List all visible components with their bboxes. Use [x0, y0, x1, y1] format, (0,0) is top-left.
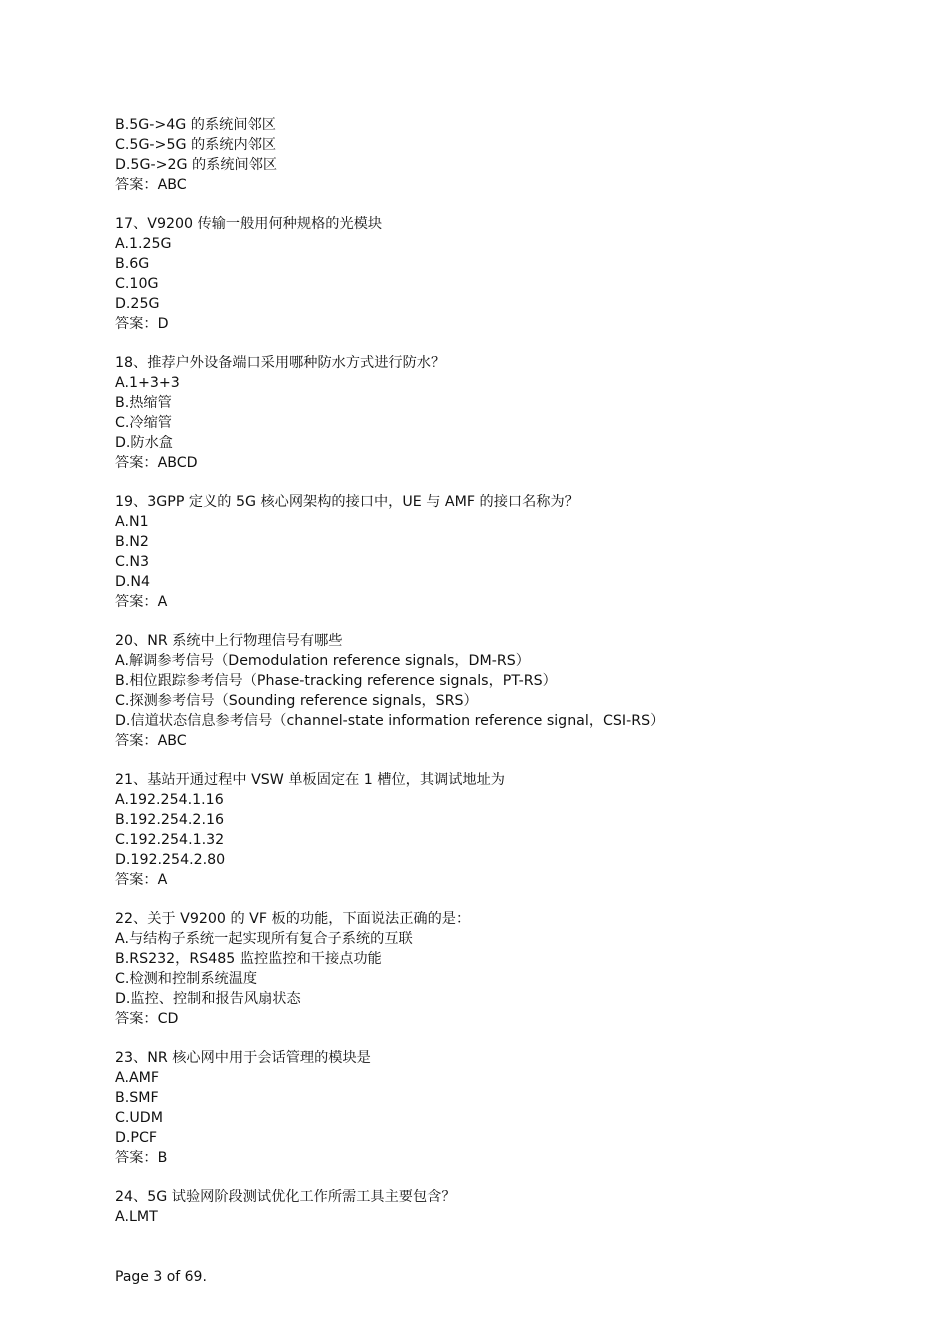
option-line: B.相位跟踪参考信号（Phase-tracking reference signals，PT-RS） — [115, 673, 557, 689]
question-block-19 — [115, 492, 915, 612]
answer-line: 答案：A — [115, 872, 168, 888]
answer-line: 答案：B — [115, 1150, 168, 1166]
option-line: C.检测和控制系统温度 — [115, 971, 258, 987]
option-line: C.N3 — [115, 554, 150, 570]
option-line: B.5G->4G 的系统间邻区 — [115, 117, 276, 133]
question-block-24 — [115, 1187, 915, 1227]
option-line: A.与结构子系统一起实现所有复合子系统的互联 — [115, 931, 413, 947]
option-line: C.UDM — [115, 1110, 163, 1126]
option-line: A.AMF — [115, 1070, 160, 1086]
option-line: C.192.254.1.32 — [115, 832, 225, 848]
question-text: 21、基站开通过程中 VSW 单板固定在 1 槽位，其调试地址为 — [115, 772, 505, 788]
question-block-17 — [115, 214, 915, 334]
answer-line: 答案：ABC — [115, 177, 187, 193]
option-line: D.5G->2G 的系统间邻区 — [115, 157, 278, 173]
document-body — [115, 115, 915, 1246]
option-line: A.N1 — [115, 514, 149, 530]
option-line: C.5G->5G 的系统内邻区 — [115, 137, 277, 153]
option-line: A.LMT — [115, 1209, 158, 1225]
answer-line: 答案：ABCD — [115, 455, 198, 471]
option-line: D.25G — [115, 296, 160, 312]
question-text: 18、推荐户外设备端口采用哪种防水方式进行防水？ — [115, 355, 446, 371]
question-text: 20、NR 系统中上行物理信号有哪些 — [115, 633, 343, 649]
option-line: B.6G — [115, 256, 150, 272]
option-line: C.冷缩管 — [115, 415, 172, 431]
option-line: D.防水盒 — [115, 435, 173, 451]
question-text: 19、3GPP 定义的 5G 核心网架构的接口中，UE 与 AMF 的接口名称为？ — [115, 494, 579, 510]
answer-line: 答案：CD — [115, 1011, 179, 1027]
answer-line: 答案：A — [115, 594, 168, 610]
page-footer: Page 3 of 69. — [115, 1269, 207, 1285]
option-line: C.探测参考信号（Sounding reference signals，SRS） — [115, 693, 478, 709]
question-block-23 — [115, 1048, 915, 1168]
option-line: A.1+3+3 — [115, 375, 180, 391]
option-line: A.1.25G — [115, 236, 172, 252]
option-line: D.192.254.2.80 — [115, 852, 226, 868]
option-line: B.SMF — [115, 1090, 159, 1106]
option-line: B.192.254.2.16 — [115, 812, 225, 828]
question-text: 23、NR 核心网中用于会话管理的模块是 — [115, 1050, 371, 1066]
question-text: 22、关于 V9200 的 VF 板的功能，下面说法正确的是： — [115, 911, 471, 927]
option-line: D.监控、控制和报告风扇状态 — [115, 991, 301, 1007]
option-line: B.N2 — [115, 534, 149, 550]
option-line: D.N4 — [115, 574, 151, 590]
question-text: 24、5G 试验网阶段测试优化工作所需工具主要包含？ — [115, 1189, 456, 1205]
option-line: C.10G — [115, 276, 159, 292]
question-block-21 — [115, 770, 915, 890]
lead-block — [115, 115, 915, 195]
question-text: 17、V9200 传输一般用何种规格的光模块 — [115, 216, 383, 232]
option-line: A.192.254.1.16 — [115, 792, 224, 808]
option-line: A.解调参考信号（Demodulation reference signals，DM-RS） — [115, 653, 530, 669]
question-block-22 — [115, 909, 915, 1029]
answer-line: 答案：ABC — [115, 733, 187, 749]
option-line: D.PCF — [115, 1130, 158, 1146]
option-line: D.信道状态信息参考信号（channel-state information reference signal，CSI-RS） — [115, 713, 665, 729]
question-block-18 — [115, 353, 915, 473]
question-block-20 — [115, 631, 915, 751]
option-line: B.热缩管 — [115, 395, 172, 411]
option-line: B.RS232，RS485 监控监控和干接点功能 — [115, 951, 382, 967]
answer-line: 答案：D — [115, 316, 169, 332]
